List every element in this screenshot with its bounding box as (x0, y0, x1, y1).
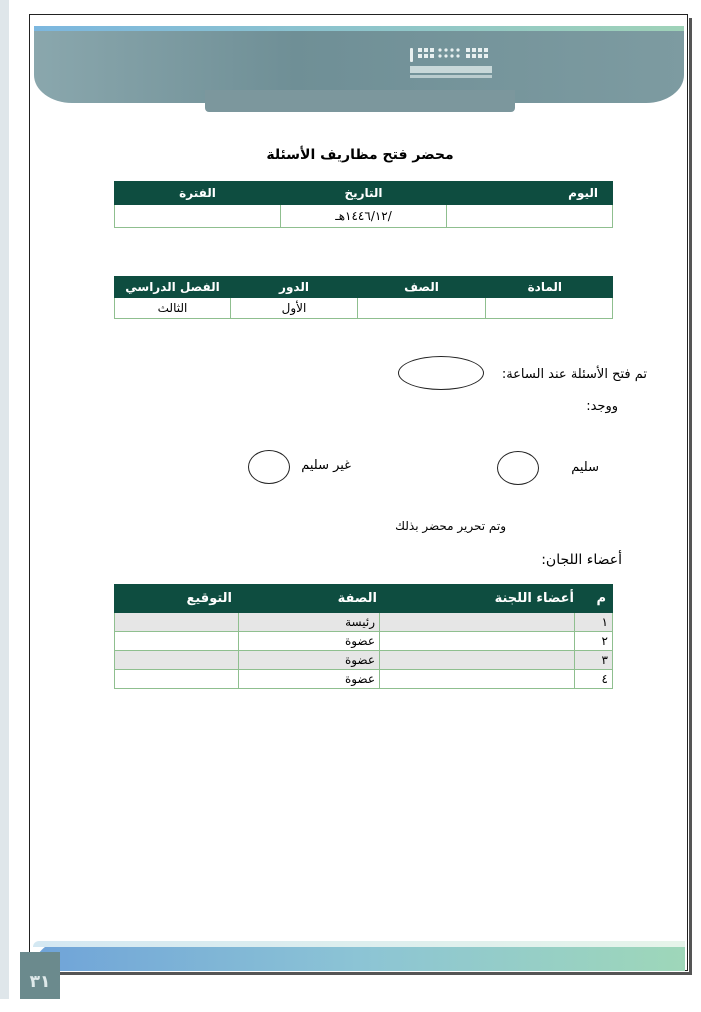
footer-band (33, 941, 685, 971)
subject-info-table (114, 276, 613, 319)
table-row (115, 298, 613, 319)
logo-dots (410, 48, 488, 62)
col-period: الفترة (115, 182, 281, 205)
role-cell: عضوة (239, 670, 380, 689)
semester-cell[interactable]: الثالث (115, 298, 231, 319)
found-label: ووجد: (586, 399, 618, 414)
role-cell: عضوة (239, 632, 380, 651)
col-round: الدور (231, 277, 358, 298)
col-index: م (575, 585, 613, 613)
date-cell[interactable]: /١٤٤٦/١٢هـ (281, 205, 447, 228)
table-row (115, 205, 613, 228)
row-index: ٣ (575, 651, 613, 670)
report-written-text: وتم تحرير محضر بذلك (395, 519, 506, 533)
not-intact-checkbox[interactable] (248, 450, 290, 484)
col-day: اليوم (447, 182, 613, 205)
row-index: ٤ (575, 670, 613, 689)
col-grade: الصف (358, 277, 486, 298)
col-semester: الفصل الدراسي (115, 277, 231, 298)
intact-checkbox[interactable] (497, 451, 539, 485)
col-subject: المادة (486, 277, 613, 298)
role-cell: عضوة (239, 651, 380, 670)
col-signature: التوقيع (115, 585, 239, 613)
role-cell: رئيسة (239, 613, 380, 632)
table-row (115, 632, 613, 651)
row-index: ١ (575, 613, 613, 632)
signature-cell[interactable] (115, 670, 239, 689)
col-date: التاريخ (281, 182, 447, 205)
page-number: ٣١ (20, 952, 60, 999)
member-cell[interactable] (380, 613, 575, 632)
signature-cell[interactable] (115, 651, 239, 670)
member-cell[interactable] (380, 670, 575, 689)
table-row (115, 651, 613, 670)
table-header-row (115, 182, 613, 205)
grade-cell[interactable] (358, 298, 486, 319)
table-header-row (115, 277, 613, 298)
subject-cell[interactable] (486, 298, 613, 319)
col-member: أعضاء اللجنة (380, 585, 575, 613)
exam-info-table (114, 181, 613, 228)
round-cell[interactable]: الأول (231, 298, 358, 319)
time-oval-field[interactable] (398, 356, 484, 390)
page-title: محضر فتح مظاريف الأسئلة (266, 147, 454, 163)
day-cell[interactable] (447, 205, 613, 228)
opened-at-label: تم فتح الأسئلة عند الساعة: (501, 367, 647, 382)
period-cell[interactable] (115, 205, 281, 228)
not-intact-label: غير سليم (301, 458, 351, 473)
header-tab (205, 90, 515, 112)
ministry-logo-icon (408, 44, 494, 82)
table-row (115, 613, 613, 632)
signature-cell[interactable] (115, 613, 239, 632)
member-cell[interactable] (380, 632, 575, 651)
committee-table (114, 584, 613, 689)
signature-cell[interactable] (115, 632, 239, 651)
committee-label: أعضاء اللجان: (541, 552, 622, 568)
table-header-row (115, 585, 613, 613)
member-cell[interactable] (380, 651, 575, 670)
col-role: الصفة (239, 585, 380, 613)
intact-label: سليم (571, 460, 599, 475)
table-row (115, 670, 613, 689)
left-margin-strip (0, 0, 9, 999)
row-index: ٢ (575, 632, 613, 651)
